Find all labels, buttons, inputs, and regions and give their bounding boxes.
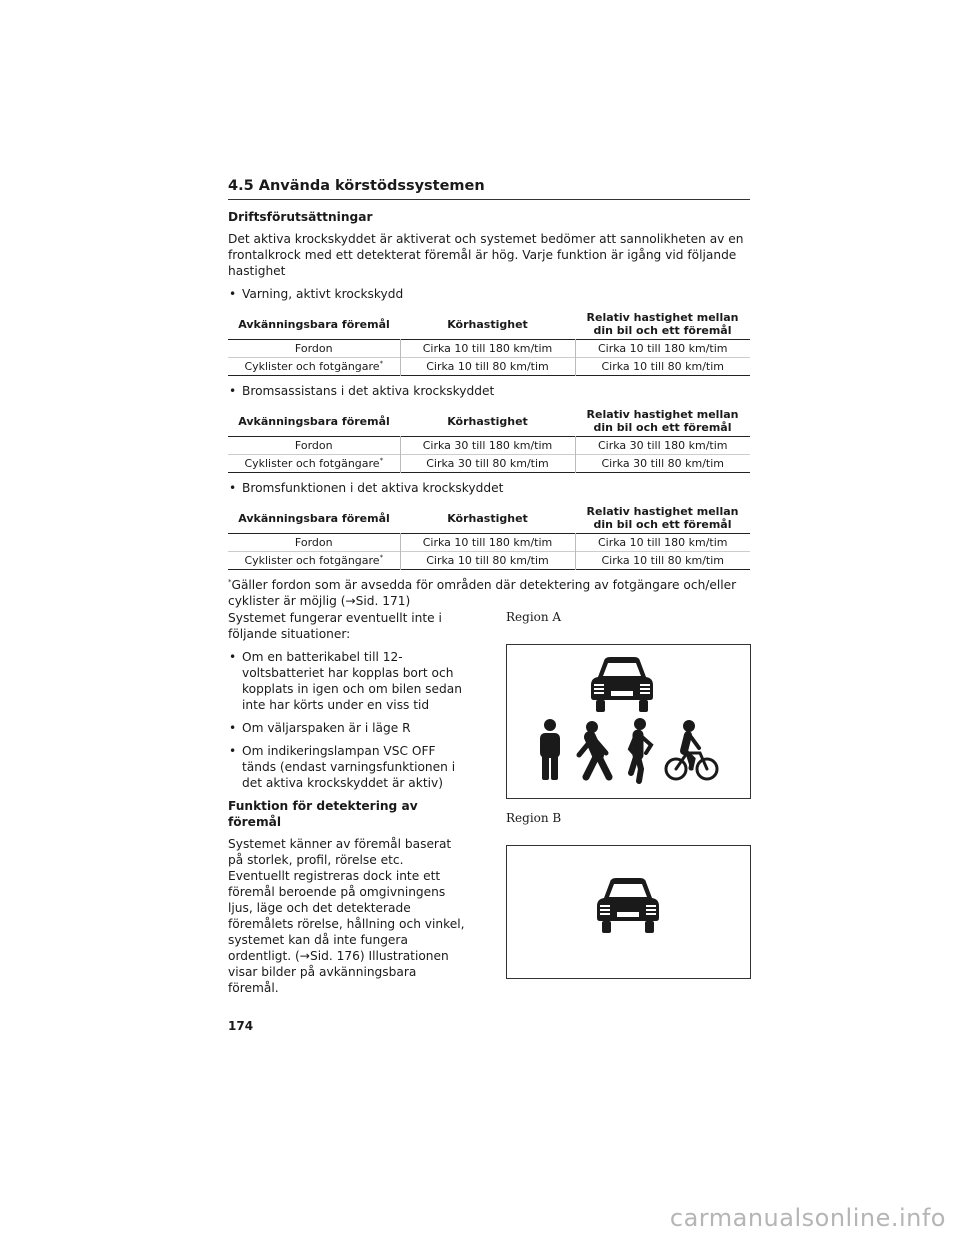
situation-item: [228, 649, 468, 713]
speed-table-1: [228, 309, 750, 376]
situation-text: Om väljarspaken är i läge R: [242, 721, 411, 735]
situation-text: Om indikeringslampan VSC OFF tänds (endast varningsfunktionen i det aktiva krockskyddet är aktiv): [242, 744, 456, 790]
table-cell: Cirka 10 till 80 km/tim: [575, 358, 750, 376]
speed-table-2: [228, 406, 750, 473]
column-header-speed: Körhastighet: [447, 317, 528, 331]
pedestrian-walking-icon: [579, 721, 609, 777]
footnote: [228, 577, 750, 609]
bullet-marker: •: [229, 650, 237, 664]
situation-text: Om en batterikabel till 12-voltsbatteriet har kopplas bort och kopplats in igen och om bilen sedan inte har körts under en viss tid: [242, 650, 462, 712]
pedestrian-running-icon: [630, 718, 651, 781]
column-header-relative-speed: Relativ hastighet mellan din bil och ett föremål: [586, 311, 739, 337]
column-header-speed: Körhastighet: [447, 414, 528, 428]
pedestrian-standing-icon: [540, 719, 560, 780]
car-icon: [591, 657, 653, 712]
bullet-marker: •: [229, 287, 237, 301]
bullet-marker: •: [229, 384, 237, 398]
asterisk-marker: *: [379, 456, 384, 465]
table-cell: Cirka 30 till 180 km/tim: [575, 437, 750, 455]
asterisk-marker: *: [379, 553, 384, 562]
column-header-relative-speed: Relativ hastighet mellan din bil och ett föremål: [586, 505, 739, 531]
asterisk-marker: *: [228, 577, 232, 586]
table-cell: Cirka 30 till 80 km/tim: [400, 455, 575, 473]
table-row: [228, 534, 750, 552]
table-row: [228, 437, 750, 455]
bullet-marker: •: [229, 721, 237, 735]
main-column: [228, 209, 750, 616]
watermark: carmanualsonline.info: [669, 1204, 946, 1232]
table-cell: Fordon: [294, 342, 333, 355]
footnote-text: Gäller fordon som är avsedda för områden där detektering av fotgängare och/eller cyklister är möjlig (→Sid. 171): [228, 578, 737, 608]
table-cell-text: Cyklister och fotgängare: [244, 457, 380, 470]
section-header: 4.5 Använda körstödssystemen: [228, 178, 750, 200]
region-b-figure: [506, 845, 751, 979]
table-bullet-3-label: Bromsfunktionen i det aktiva krockskyddet: [242, 481, 504, 495]
table-bullet-1-label: Varning, aktivt krockskydd: [242, 287, 404, 301]
page-number: 174: [228, 1019, 254, 1033]
car-icon: [597, 878, 659, 933]
region-a-illustration: [507, 645, 750, 798]
bullet-marker: •: [229, 481, 237, 495]
table-row: [228, 358, 750, 376]
column-header-speed: Körhastighet: [447, 511, 528, 525]
table-bullet-2: [228, 383, 750, 399]
table-header-row: [228, 503, 750, 534]
right-column: [506, 610, 751, 979]
region-b-label: Region B: [506, 811, 562, 825]
table-cell-text: Cyklister och fotgängare: [244, 554, 380, 567]
detection-heading: Funktion för detektering av föremål: [228, 799, 418, 829]
table-cell: Cirka 10 till 80 km/tim: [400, 358, 575, 376]
table-cell-with-note: [228, 358, 400, 376]
table-bullet-2-label: Bromsassistans i det aktiva krockskyddet: [242, 384, 495, 398]
conditions-heading: Driftsförutsättningar: [228, 210, 373, 224]
table-bullet-3: [228, 480, 750, 496]
speed-table-3: [228, 503, 750, 570]
table-cell-with-note: [228, 455, 400, 473]
left-column: [228, 610, 468, 1003]
region-b-illustration: [507, 846, 750, 978]
table-cell: Cirka 10 till 80 km/tim: [400, 552, 575, 570]
table-cell: Cirka 30 till 80 km/tim: [575, 455, 750, 473]
table-cell: Cirka 30 till 180 km/tim: [400, 437, 575, 455]
asterisk-marker: *: [379, 359, 384, 368]
table-cell: Cirka 10 till 180 km/tim: [575, 340, 750, 358]
table-bullet-1: [228, 286, 750, 302]
table-header-row: [228, 309, 750, 340]
bullet-marker: •: [229, 744, 237, 758]
table-row: [228, 340, 750, 358]
table-cell-text: Cyklister och fotgängare: [244, 360, 380, 373]
region-a-label: Region A: [506, 610, 562, 624]
column-header-objects: Avkänningsbara föremål: [238, 414, 390, 428]
cyclist-icon: [666, 720, 717, 779]
situation-item: [228, 743, 468, 791]
table-cell: Cirka 10 till 180 km/tim: [575, 534, 750, 552]
table-cell: Cirka 10 till 180 km/tim: [400, 534, 575, 552]
region-a-figure: [506, 644, 751, 799]
column-header-relative-speed: Relativ hastighet mellan din bil och ett föremål: [586, 408, 739, 434]
column-header-objects: Avkänningsbara föremål: [238, 317, 390, 331]
table-cell: Fordon: [294, 439, 333, 452]
column-header-objects: Avkänningsbara föremål: [238, 511, 390, 525]
table-cell: Fordon: [294, 536, 333, 549]
table-cell: Cirka 10 till 80 km/tim: [575, 552, 750, 570]
table-row: [228, 552, 750, 570]
situation-item: [228, 720, 468, 736]
detection-paragraph: Systemet känner av föremål baserat på storlek, profil, rörelse etc. Eventuellt registreras dock inte ett föremål beroende på omgivningens ljus, läge och det detekterade föremålets rörelse, hållning och vinkel, systemet kan då inte fungera ordentligt. (→Sid. 176) Illustrationen visar bilder på avkänningsbara föremål.: [228, 837, 465, 995]
table-header-row: [228, 406, 750, 437]
table-cell: Cirka 10 till 180 km/tim: [400, 340, 575, 358]
situations-intro: Systemet fungerar eventuellt inte i följande situationer:: [228, 611, 442, 641]
intro-paragraph: Det aktiva krockskyddet är aktiverat och systemet bedömer att sannolikheten av en frontalkrock med ett detekterat föremål är hög. Varje funktion är igång vid följande hastighet: [228, 232, 744, 278]
table-cell-with-note: [228, 552, 400, 570]
table-row: [228, 455, 750, 473]
